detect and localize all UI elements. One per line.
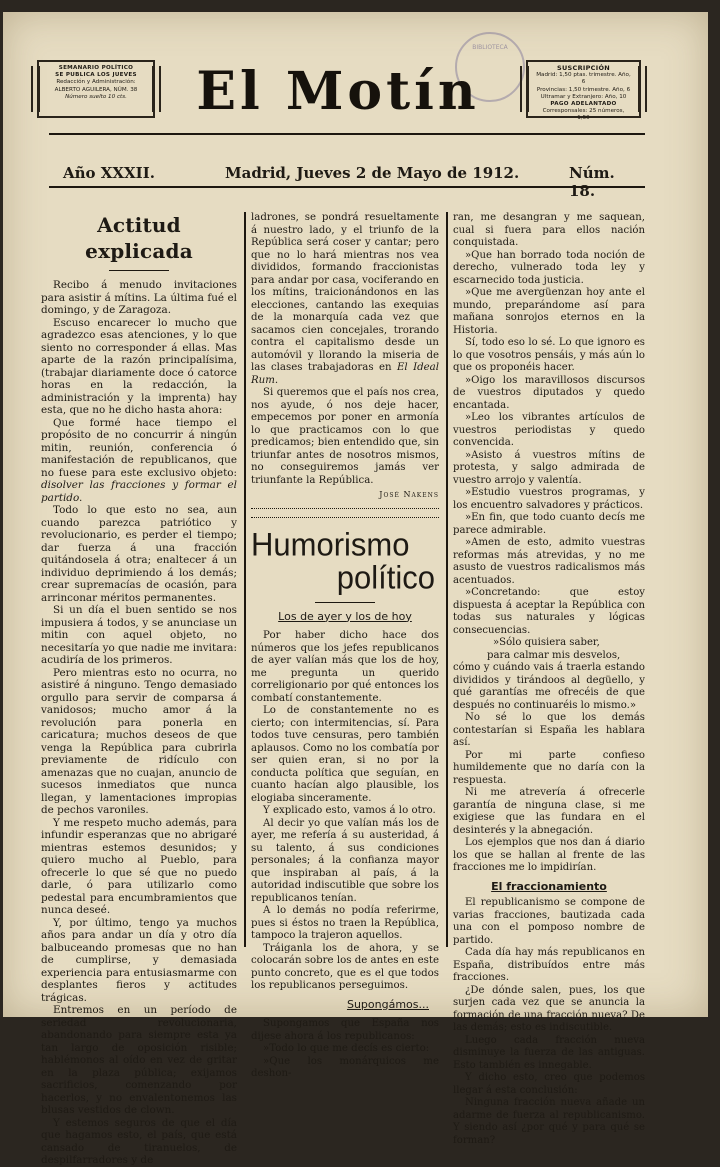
paragraph: Tráiganla los de ahora, y se colocarán sobre los de antes en este punto concreto, que es el que todos los republicanos perseguimos. xyxy=(251,942,439,991)
paragraph: Que formé hace tiempo el propósito de no concurrir á ningún mitin, reunión, conferencia ó manifestación de republicanos, que no fuese para este exclusivo objeto: disolver las fracciones y formar el partido. xyxy=(41,416,237,504)
paragraph: Supongamos que España nos dijese ahora á los republicanos: xyxy=(251,1018,439,1042)
paragraph: Por haber dicho hace dos números que los jefes republicanos de ayer valían más que los de hoy, me pregunta un querido correligionario por qué entonces los combatí constantemente. xyxy=(251,630,439,704)
article-divider xyxy=(251,508,439,518)
paragraph: Sí, todo eso lo sé. Lo que ignoro es lo que vosotros pensáis, y más aún lo que os proponéis hacer. xyxy=(453,337,645,373)
paragraph: Los ejemplos que nos dan á diario los que se hallan al frente de las fracciones me lo impidirían. xyxy=(453,837,645,873)
paragraph: Recibo á menudo invitaciones para asistir á mítins. La última fué el domingo, y de Zaragoza. xyxy=(41,279,237,316)
paragraph: Y me respeto mucho además, para infundir esperanzas que no abrigaré mientras estemos desunidos; y quiero mucho al Pueblo, para ofrecerle lo que sé que no puedo darle, ó para utilizarlo como pedestal para encumbramientos que nunca deseé. xyxy=(41,816,237,916)
paragraph: »Todo lo que me decís es cierto: xyxy=(263,1043,430,1054)
paragraph: »Que han borrado toda noción de derecho, vulnerado toda ley y escarnecido toda justicia. xyxy=(453,249,645,286)
section-heading: Supongámos... xyxy=(346,997,429,1011)
paragraph: Escuso encarecer lo mucho que agradezco esas atenciones, y lo que siento no corresponder á ellas. Mas aparte de la razón principalísima, (trabajar diariamente doce ó catorce horas en la redacción, la administración y la imprenta) hay esta, que no he dicho hasta ahora: xyxy=(41,316,237,416)
paragraph: »Leo los vibrantes artículos de vuestros periodistas y quedo convencida. xyxy=(453,412,645,448)
section-heading: El fraccionamiento xyxy=(491,879,607,893)
paragraph: Pero mientras esto no ocurra, no asistiré á ninguno. Tengo demasiado orgullo para servir de comparsa á vanidosos; mucho amor á la revolución para ponerla en caricatura; muchos deseos de que venga la República para cubrirla previamente de ridículo con amenazas que no cuajan, anuncio de sucesos inmediatos que nunca llegan, y lamentaciones impropias de pechos varoniles. xyxy=(41,666,237,816)
paragraph: »Concretando: que estoy dispuesta á aceptar la República con todas sus naturales y lógicas consecuencias. xyxy=(453,587,645,636)
paragraph: »En fin, que todo cuanto decís me parece admirable. xyxy=(453,512,645,536)
article-headline: Actitud explicada xyxy=(85,213,193,263)
paragraph: Luego cada fracción nueva disminuye la fuerza de las antiguas. Esto también es innegable. xyxy=(453,1034,645,1071)
paragraph: ladrones, se pondrá resueltamente á nuestro lado, y el triunfo de la República será coser y cantar; pero que no lo hará mientras nos vea divididos, formando fraccionistas para andar por casa, vociferando en los mítins, traicionándonos en las elecciones, cantando las exequias de la monarquía cada vez que sacamos cien concejales, trorando contra el capitalismo desde un automóvil y llorando la miseria de las clases trabajadoras en El Ideal Rum. xyxy=(251,212,439,386)
masthead-rule xyxy=(49,133,645,135)
paragraph: »Estudio vuestros programas, y los encuentro salvadores y prácticos. xyxy=(453,487,645,511)
paragraph: »Asisto á vuestros mítins de protesta, y salgo admirada de vuestro arrojo y valentía. xyxy=(453,449,645,486)
article-subheading: Los de ayer y los de hoy xyxy=(278,609,412,623)
headline-rule xyxy=(315,602,375,603)
newspaper-title: El Motín xyxy=(196,61,480,122)
paragraph: Ni me atrevería á ofrecerle garantía de ninguna clase, si me exigiese que las fundara en el desinterés y la abnegación. xyxy=(453,787,645,836)
author-signature: José Nakens xyxy=(379,490,439,499)
paragraph: El republicanismo se compone de varias fracciones, bautizada cada una con el pomposo nombre de partido. xyxy=(453,897,645,946)
emphasis-text: disolver las fracciones y formar el partido. xyxy=(41,479,237,504)
column-3 xyxy=(453,212,645,1147)
paragraph: Lo de constantemente no es cierto; con intermitencias, sí. Para todos tuve censuras, pero también aplausos. Como no los combatía por ser quien eran, si no por la conducta política que seguían, en cuanto hacían algo plausible, los elogiaba sinceramente. xyxy=(251,705,439,804)
paragraph: Entremos en un período de seriedad revolucionaria, abandonando para siempre esta ya tan largo de oposición risible; hablémonos al oído en vez de gritar en la plaza pública; exijamos sacrificios, comenzando por hacerlos, y no envalentonemos las blusas vestidos de clown. xyxy=(41,1004,237,1116)
paragraph: Y dicho esto, creo que podemos llegar á esta conclusión: xyxy=(453,1072,645,1096)
paragraph: »Oigo los maravillosos discursos de vuestros diputados y quedo encantada. xyxy=(453,374,645,411)
paragraph: Y, por último, tengo ya muchos años para andar un día y otro día balbuceando promesas que no han de cumplirse, y demasiada experiencia para entusiasmarme con desplantes fieros y actitudes trágicas. xyxy=(41,916,237,1004)
paragraph: Y explicado esto, vamos á lo otro. xyxy=(263,805,436,816)
date-label: Madrid, Jueves 2 de Mayo de 1912. xyxy=(225,164,520,182)
dateline-rule xyxy=(49,186,645,188)
paragraph: Si queremos que el país nos crea, nos ayude, ó nos deje hacer, empecemos por poner en armonía lo que practicamos con lo que predicamos; bien entendido que, sin triunfar antes de nosotros mismos, no conseguiremos jamás ver triunfante la República. xyxy=(251,387,439,486)
year-label: Año XXXII. xyxy=(63,164,155,182)
column-rule xyxy=(244,212,246,947)
paragraph: Por mi parte confieso humildemente que no daría con la respuesta. xyxy=(453,749,645,786)
paragraph: »Amen de esto, admito vuestras reformas más atrevidas, y no me asusto de vuestros radicalismos más acentuados. xyxy=(453,537,645,586)
paragraph: Todo lo que esto no sea, aun cuando parezca patriótico y revolucionario, es perder el tiempo; dar fuerza á una fracción quitándosela á otra; enaltecer á un individuo deprimiendo á los demás; crear supremacías de ocasión, para arrinconar méritos permanentes. xyxy=(41,504,237,604)
paragraph: Cada día hay más republicanos en España, distribuídos entre más fracciones. xyxy=(453,947,645,983)
masthead-info-box-right: SUSCRIPCIÓN Madrid: 1,50 ptas. trimestre. Año, 6 Provincias: 1,50 trimestre. Año, 6 Ultramar y Extranjero: Año, 10 PAGO ADELANTADO Corresponsales: 25 números, 1,50 xyxy=(526,60,641,118)
paragraph: A lo demás no podía referirme, pues si éstos no traen la República, tampoco la trajeron aquellos. xyxy=(251,905,439,941)
issue-number: Núm. 18. xyxy=(569,164,615,200)
column-1 xyxy=(41,212,237,1167)
column-rule xyxy=(446,212,448,947)
paragraph: Ninguna fracción nueva añade un adarme de fuerza al republicanismo. Y siendo así ¿por qué y para qué se forman? xyxy=(453,1097,645,1146)
paragraph: »Que me avergüenzan hoy ante el mundo, preparándome así para mañana sonrojos eternos en la Historia. xyxy=(453,287,645,336)
paragraph: Y estemos seguros de que el día que hagamos esto, el país, que está cansado de tiranuelos, de despilfarradores y de xyxy=(41,1116,237,1166)
newspaper-page xyxy=(3,12,708,1166)
verse-line: para calmar mis desvelos, xyxy=(487,649,621,661)
headline-rule xyxy=(109,270,169,271)
paragraph: No sé lo que los demás contestarían si España les hablara así. xyxy=(453,712,645,748)
paragraph: ¿De dónde salen, pues, los que surjen cada vez que se anuncia la formación de una fracción nueva? De las demás; esto es indiscutible. xyxy=(453,984,645,1033)
publication-name: El Ideal Rum. xyxy=(251,362,439,386)
library-stamp: BIBLIOTECA xyxy=(455,32,525,102)
article-headline: Humorismo xyxy=(251,525,410,563)
paragraph: ran, me desangran y me saquean, cual si fuera para ellos nación conquistada. xyxy=(453,212,645,248)
paragraph: Si un día el buen sentido se nos impusiera á todos, y se anunciase un mitin con aquel objeto, no necesitaría yo que nadie me invitara: acudiría de los primeros. xyxy=(41,604,237,666)
paragraph: Al decir yo que valían más los de ayer, me refería á su austeridad, á su talento, á sus condiciones personales; á la confianza mayor que inspiraban al país, á la autoridad indiscutible que sobre los republicanos tenían. xyxy=(251,817,439,904)
paragraph: cómo y cuándo vais á traerla estando divididos y tirándoos al degüello, y qué garantías me ofrecéis de que después no continuaréis lo mismo.» xyxy=(453,662,645,711)
verse-line: »Sólo quisiera saber, xyxy=(493,637,600,648)
masthead-info-box-left: SEMANARIO POLÍTICO SE PUBLICA LOS JUEVES Redacción y Administración: ALBERTO AGUILERA, NÚM. 38 Número suelto 10 cts. xyxy=(37,60,155,118)
article-headline: político xyxy=(336,558,435,596)
paragraph: »Que los monárquicos me deshon- xyxy=(251,1055,439,1079)
column-2 xyxy=(251,212,439,1081)
